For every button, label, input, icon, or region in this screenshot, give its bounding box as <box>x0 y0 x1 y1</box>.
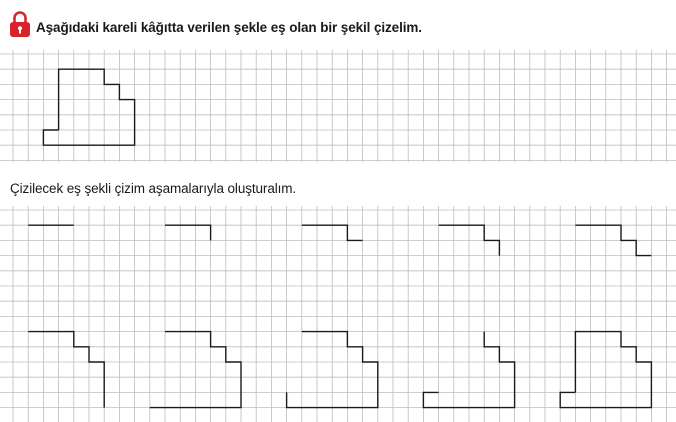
reference-grid <box>0 50 676 162</box>
steps-grid-lines <box>0 206 676 422</box>
task-subtitle: Çizilecek eş şekli çizim aşamalarıyla oluşturalım. <box>10 181 297 196</box>
task-title: Aşağıdaki kareli kâğıtta verilen şekle eş olan bir şekil çizelim. <box>36 20 422 35</box>
steps-grid <box>0 206 676 422</box>
lock-icon <box>8 10 32 38</box>
step-6-drawing <box>28 332 104 408</box>
step-2-drawing <box>165 225 211 240</box>
